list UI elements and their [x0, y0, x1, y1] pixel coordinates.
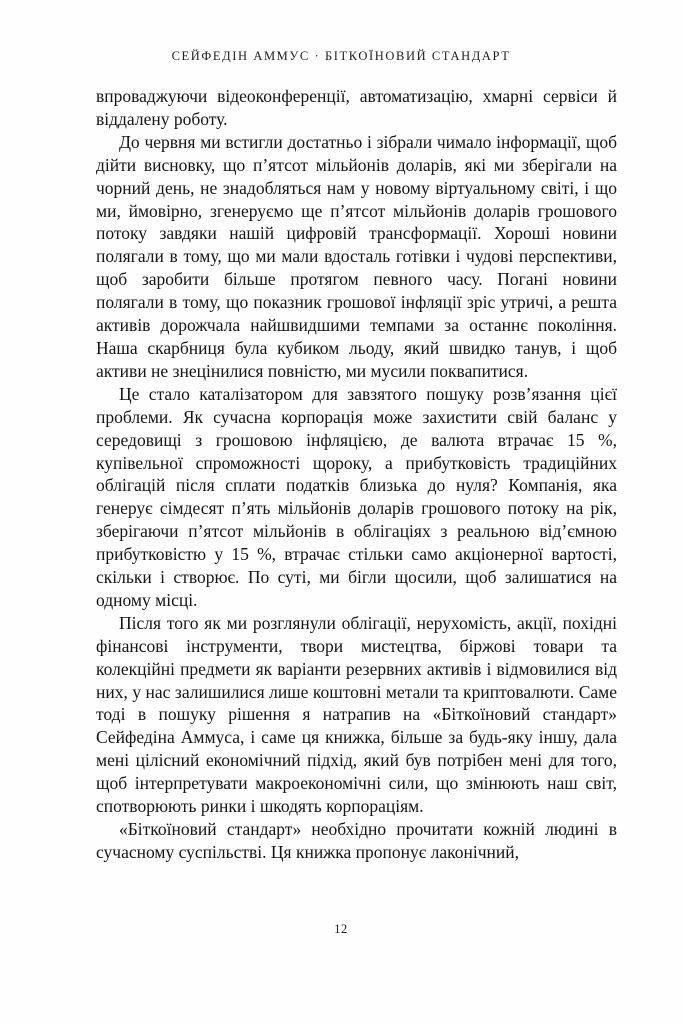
running-header: СЕЙФЕДІН АММУС · БІТКОЇНОВИЙ СТАНДАРТ	[171, 49, 511, 63]
paragraph-continuation: впроваджуючи відеоконференції, автоматизацію, хмарні сервіси й віддалену роботу.	[96, 86, 617, 129]
page-body	[96, 85, 617, 864]
paragraph: Це стало каталізатором для завзятого пошуку розв’язання цієї проблеми. Як сучасна корпорація може захистити свій баланс у середовищі з грошовою інфляцією, де валюта втрачає 15 %, купівельної спроможності щороку, а прибутковість традиційних облігацій після сплати податків близька до нуля? Компанія, яка генерує сімдесят п’ять мільйонів доларів грошового потоку на рік, зберігаючи п’ятсот мільйонів в облігаціях з реальною від’ємною прибутковістю у 15 %, втрачає стільки само акціонерної вартості, скільки і створює. По суті, ми бігли щосили, щоб залишатися на одному місці.	[96, 383, 617, 610]
paragraph: «Біткоїновий стандарт» необхідно прочитати кожній людині в сучасному суспільстві. Ця книжка пропонує лаконічний,	[96, 819, 617, 862]
paragraph: До червня ми встигли достатньо і зібрали чимало інформації, щоб дійти висновку, що п’ятсот мільйонів доларів, які ми зберігали на чорний день, не знадобляться нам у новому віртуальному світі, і що ми, ймовірно, згенеруємо ще п’ятсот мільйонів доларів грошового потоку завдяки нашій цифровій трансформації. Хороші новини полягали в тому, що ми мали вдосталь готівки і чудові перспективи, щоб заробити більше протягом певного часу. Погані новини полягали в тому, що показник грошової інфляції зріс утричі, а решта активів дорожчала найшвидшими темпами за останнє покоління. Наша скарбниця була кубиком льоду, який швидко танув, і щоб активи не знецінилися повністю, ми мусили поквапитися.	[96, 131, 617, 381]
page-number: 12	[334, 922, 348, 936]
paragraph: Після того як ми розглянули облігації, нерухомість, акції, похідні фінансові інструменти, твори мистецтва, біржові товари та колекційні предмети як варіанти резервних активів і відмовилися від них, у нас залишилися лише коштовні метали та криптовалюти. Саме тоді в пошуку рішення я натрапив на «Біткоїновий стандарт» Сейфедіна Аммуса, і саме ця книжка, більше за будь-яку іншу, дала мені цілісний економічний підхід, який був потрібен мені для того, щоб інтерпретувати макроекономічні сили, що змінюють наш світ, спотворюють ринки і шкодять корпораціям.	[96, 612, 617, 817]
